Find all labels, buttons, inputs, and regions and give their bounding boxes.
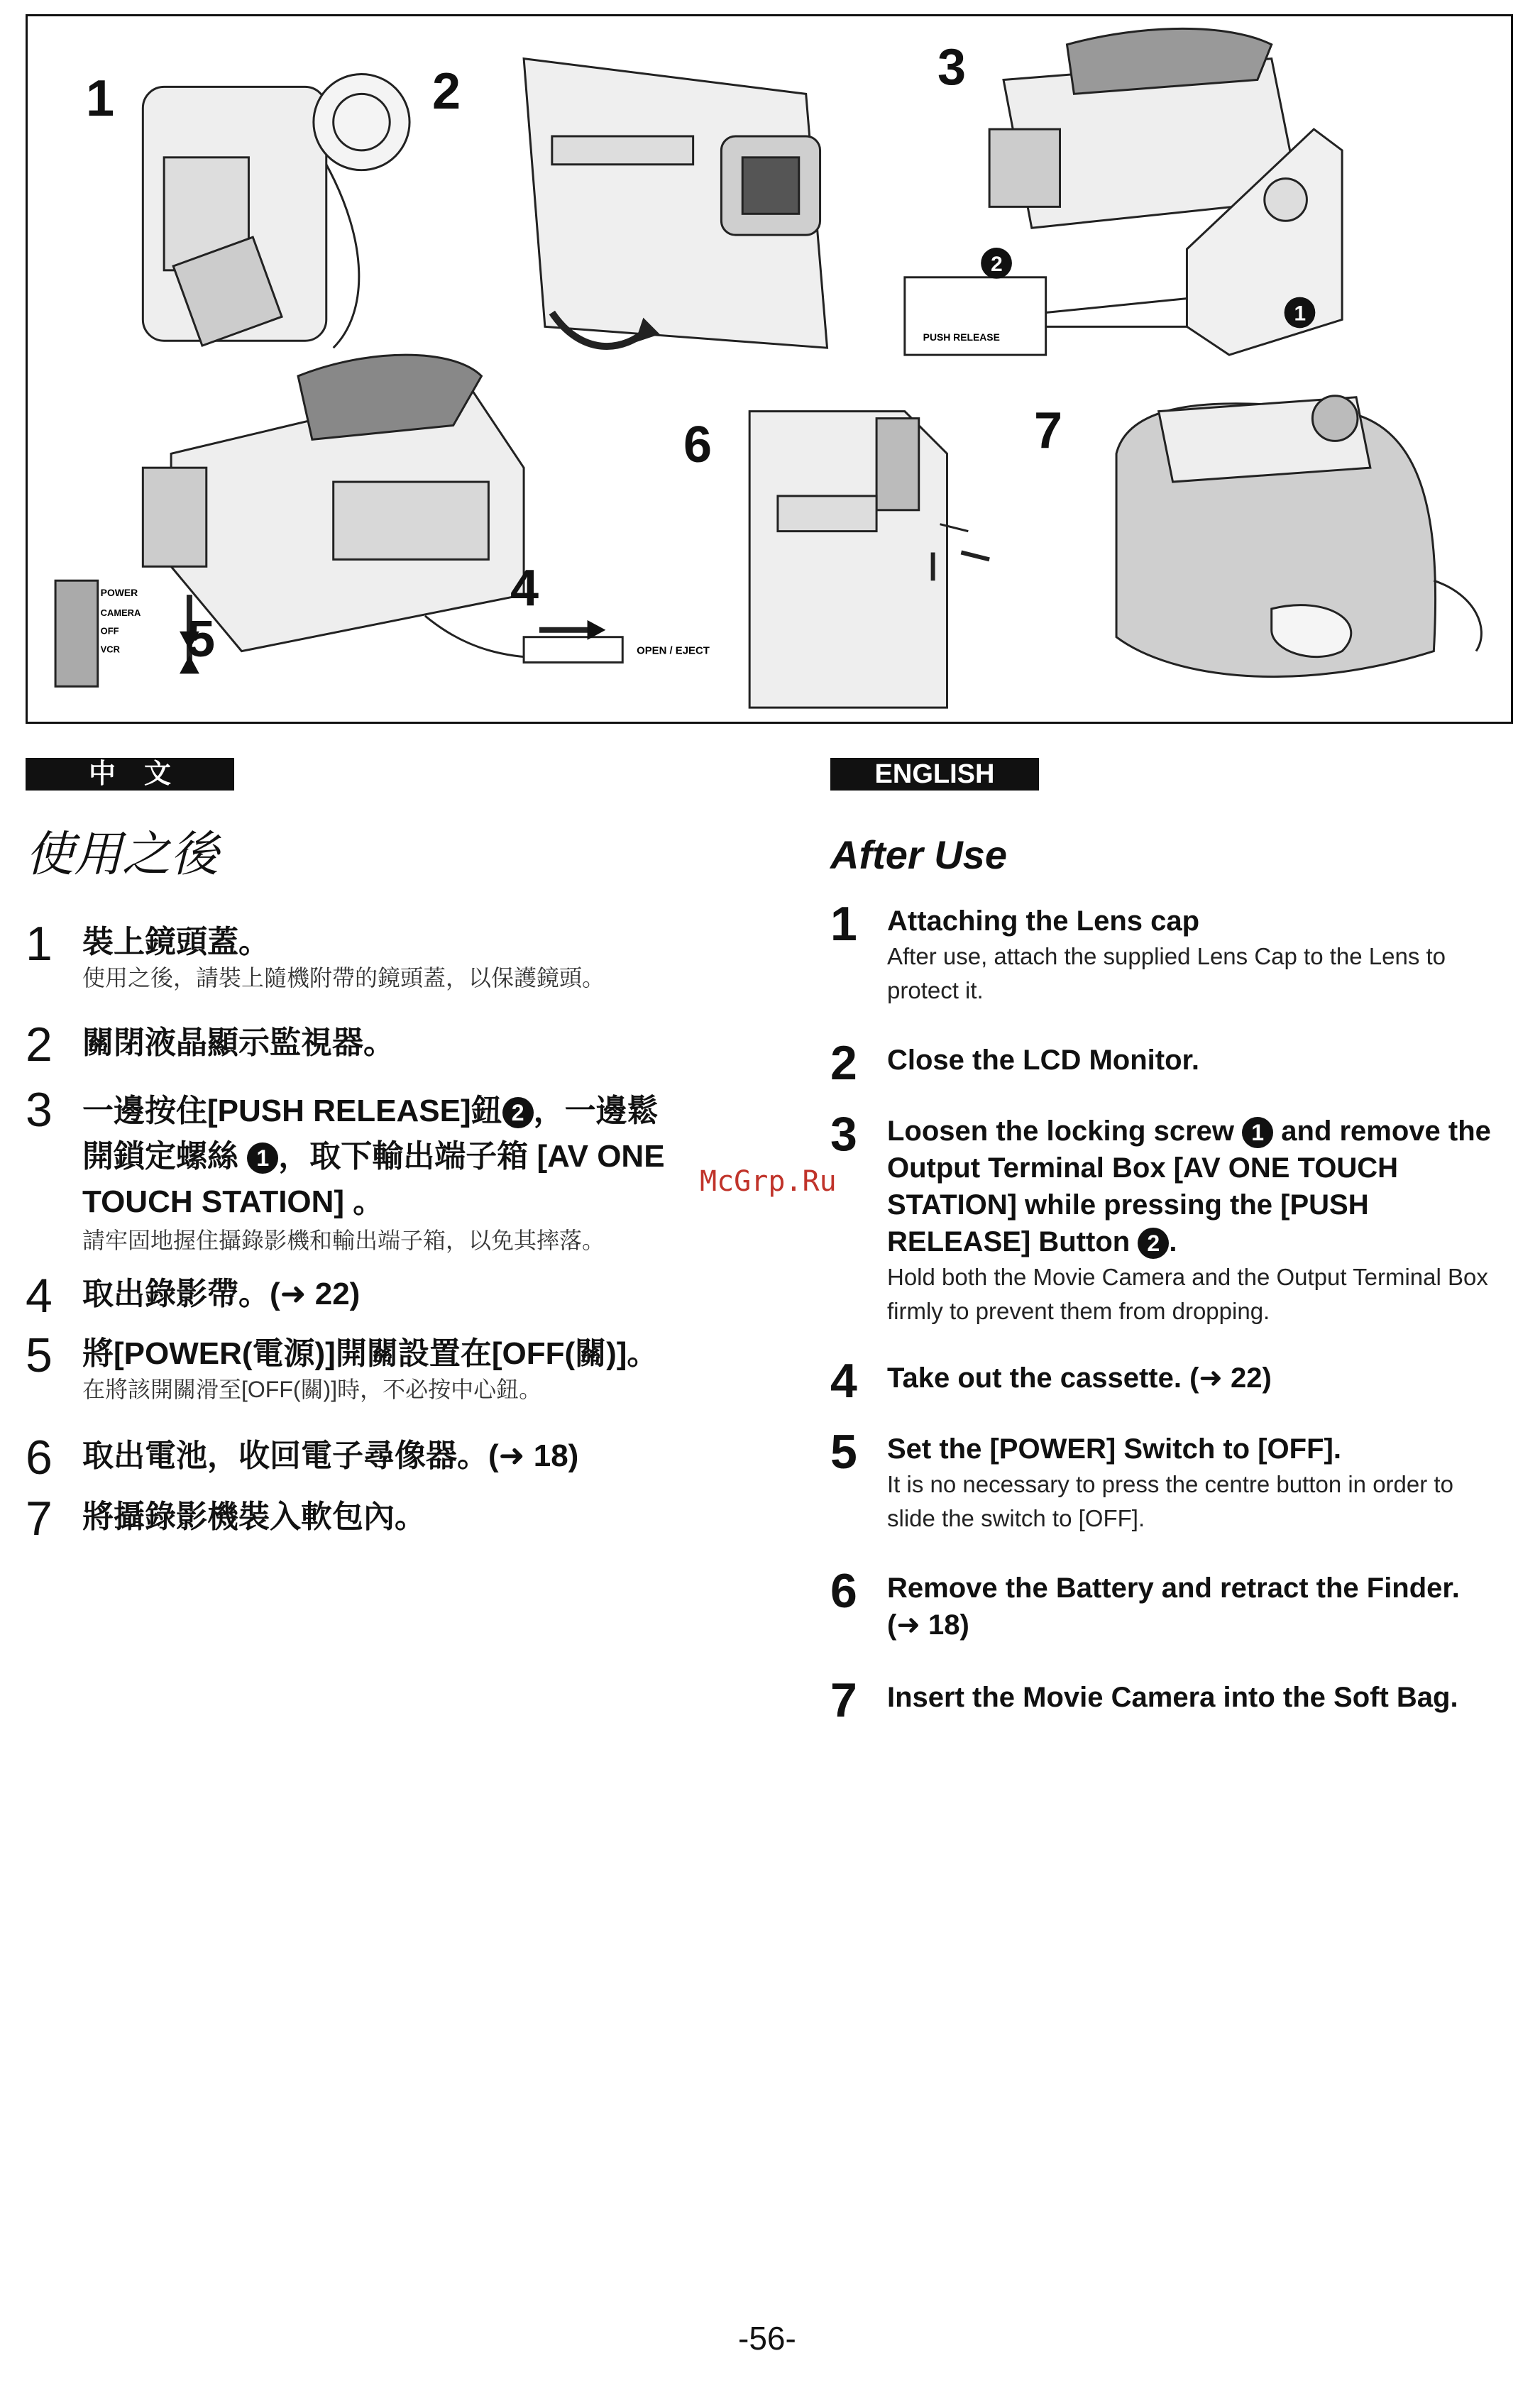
step-number: 7 bbox=[830, 1673, 857, 1727]
step-heading bbox=[887, 1113, 1497, 1260]
step-heading: 將攝錄影機裝入軟包內。 bbox=[82, 1499, 426, 1534]
step-detail: Hold both the Movie Camera and the Output Terminal Box firmly to prevent them from dropping. bbox=[887, 1264, 1488, 1324]
step-number: 4 bbox=[830, 1354, 857, 1408]
step-detail: 在將該開關滑至[OFF(關)]時，不必按中心鈕。 bbox=[82, 1377, 542, 1402]
output-terminal-box-illustration bbox=[905, 28, 1342, 355]
step-number: 6 bbox=[830, 1564, 857, 1618]
chinese-page-title: 使用之後 bbox=[26, 827, 219, 881]
step-heading-part: and remove the Output Terminal Box [AV ONE TOUCH STATION] while pressing the [PUSH RELEASE] Button bbox=[887, 1116, 1491, 1257]
cassette-eject-illustration bbox=[55, 355, 622, 686]
camera-illustrations bbox=[28, 16, 1511, 722]
step-heading-part: 一邊按住[PUSH RELEASE]鈕 bbox=[82, 1094, 502, 1128]
circled-number-2-icon: 2 bbox=[502, 1097, 534, 1128]
step-number: 6 bbox=[26, 1431, 53, 1485]
watermark-text: McGrp.Ru bbox=[700, 1165, 837, 1198]
battery-removal-illustration bbox=[749, 412, 989, 707]
panel-number-1: 1 bbox=[86, 70, 115, 127]
circled-number-1-icon: 1 bbox=[247, 1142, 278, 1174]
panel-number-6: 6 bbox=[683, 417, 713, 473]
step-number: 2 bbox=[26, 1018, 53, 1072]
step-heading: 裝上鏡頭蓋。 bbox=[82, 925, 270, 959]
power-label: POWER bbox=[100, 587, 138, 599]
step-heading-part: Loosen the locking screw bbox=[887, 1116, 1235, 1147]
step-detail: After use, attach the supplied Lens Cap to the Lens to protect it. bbox=[887, 943, 1446, 1003]
step-heading-part: . bbox=[1169, 1226, 1177, 1257]
panel-number-4: 4 bbox=[510, 560, 539, 617]
step-heading: 取出錄影帶。(➜ 22) bbox=[82, 1277, 361, 1311]
step-number: 3 bbox=[830, 1107, 857, 1161]
illustration-panel bbox=[26, 14, 1513, 724]
step-detail: It is no necessary to press the centre button in order to slide the switch to [OFF]. bbox=[887, 1471, 1453, 1531]
step-heading-part: 開鎖定螺絲 bbox=[82, 1139, 238, 1174]
step-number: 4 bbox=[26, 1269, 53, 1323]
step-heading-part: ，一邊鬆 bbox=[533, 1094, 659, 1128]
step-heading bbox=[82, 1089, 721, 1225]
soft-bag-illustration bbox=[1116, 396, 1481, 677]
step-heading: Close the LCD Monitor. bbox=[887, 1045, 1199, 1076]
step-heading-part: ，取下輸出端子箱 [AV ONE TOUCH STATION] 。 bbox=[82, 1139, 665, 1219]
step-heading: Set the [POWER] Switch to [OFF]. bbox=[887, 1433, 1341, 1465]
chinese-section-label: 中文 bbox=[26, 758, 234, 791]
panel-number-7: 7 bbox=[1034, 402, 1063, 459]
open-eject-label: OPEN / EJECT bbox=[637, 645, 710, 657]
panel-number-2: 2 bbox=[432, 63, 461, 120]
callout-2-label: 2 bbox=[991, 252, 1003, 276]
english-section-label: ENGLISH bbox=[830, 758, 1039, 791]
vcr-mode-label: VCR bbox=[100, 644, 120, 655]
step-number: 5 bbox=[830, 1425, 857, 1479]
panel-number-3: 3 bbox=[937, 39, 967, 96]
push-release-label: PUSH RELEASE bbox=[923, 331, 1000, 343]
step-number: 5 bbox=[26, 1328, 53, 1382]
step-detail: 請牢固地握住攝錄影機和輸出端子箱，以免其摔落。 bbox=[82, 1228, 605, 1253]
step-number: 1 bbox=[26, 917, 53, 971]
step-number: 1 bbox=[830, 897, 857, 951]
camera-mode-label: CAMERA bbox=[100, 607, 141, 618]
step-heading: Remove the Battery and retract the Finder. (➜ 18) bbox=[887, 1573, 1460, 1641]
english-page-title: After Use bbox=[830, 832, 1007, 877]
close-lcd-illustration bbox=[524, 59, 827, 348]
step-heading: 取出電池，收回電子尋像器。(➜ 18) bbox=[82, 1438, 579, 1473]
lens-cap-illustration bbox=[143, 75, 409, 348]
page-number: -56- bbox=[738, 2320, 796, 2357]
off-mode-label: OFF bbox=[100, 625, 119, 637]
circled-number-1-icon: 1 bbox=[1242, 1117, 1273, 1148]
callout-1-label: 1 bbox=[1294, 302, 1307, 326]
step-heading: Take out the cassette. (➜ 22) bbox=[887, 1362, 1272, 1394]
step-number: 7 bbox=[26, 1492, 53, 1546]
step-number: 2 bbox=[830, 1036, 857, 1090]
step-heading: 將[POWER(電源)]開關設置在[OFF(關)]。 bbox=[82, 1336, 659, 1371]
panel-number-5: 5 bbox=[187, 611, 216, 668]
step-heading: Insert the Movie Camera into the Soft Bag. bbox=[887, 1682, 1458, 1713]
circled-number-2-icon: 2 bbox=[1138, 1228, 1169, 1259]
step-detail: 使用之後，請裝上隨機附帶的鏡頭蓋，以保護鏡頭。 bbox=[82, 965, 605, 991]
step-heading: 關閉液晶顯示監視器。 bbox=[82, 1025, 395, 1060]
step-heading: Attaching the Lens cap bbox=[887, 905, 1200, 937]
step-number: 3 bbox=[26, 1083, 53, 1137]
